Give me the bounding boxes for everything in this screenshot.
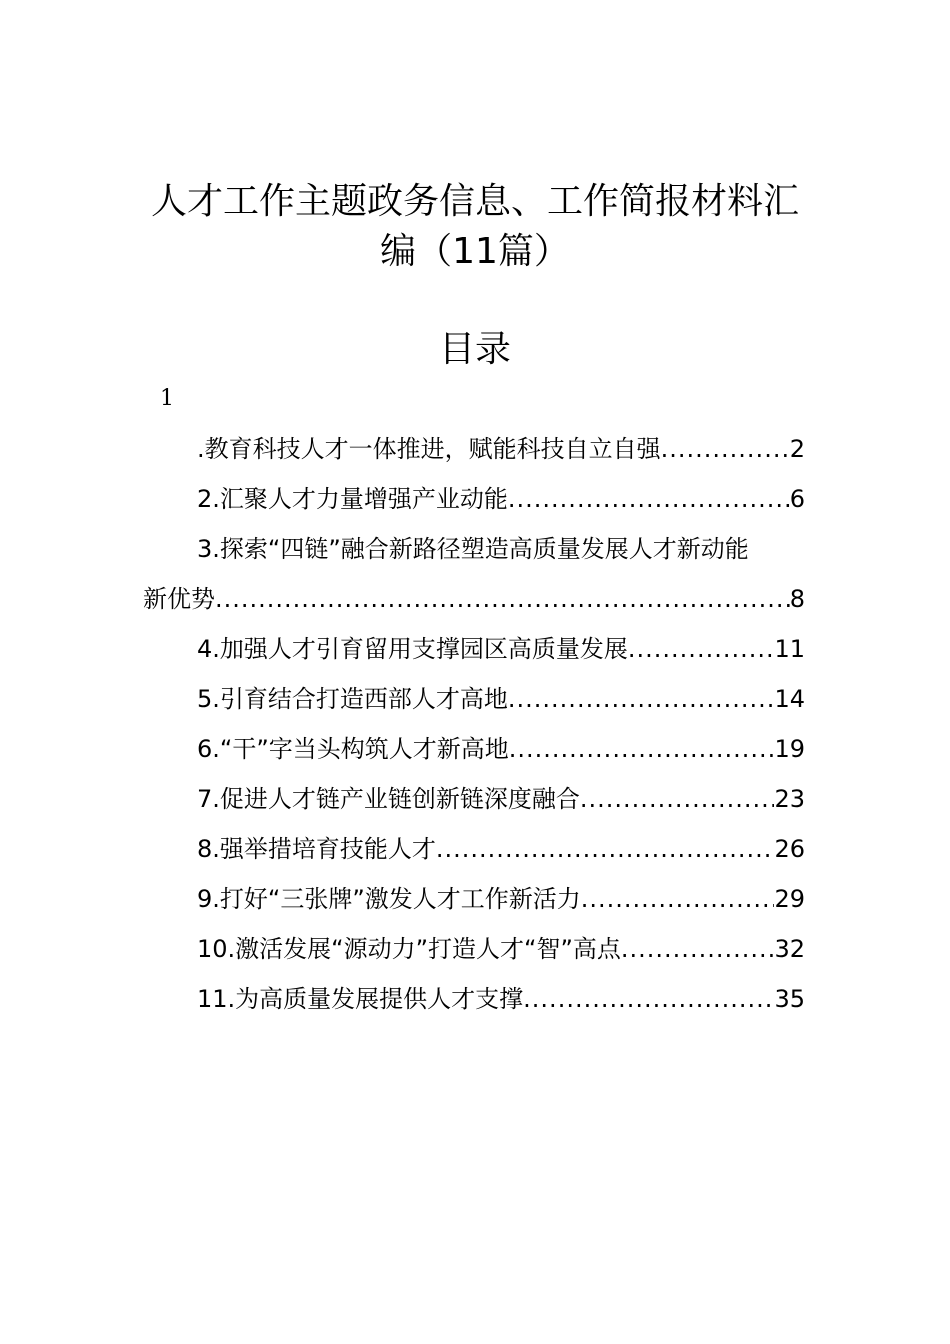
toc-entry-title: 8.强举措培育技能人才 [197,835,436,863]
toc-entry-page: 19 [774,735,805,763]
table-of-contents [143,424,805,1024]
toc-entry-page: 11 [774,635,805,663]
toc-leader-dots [215,574,790,624]
toc-entry-title: 10.激活发展“源动力”打造人才“智”高点 [197,935,621,963]
toc-entry-page: 23 [774,785,805,813]
toc-entry-7[interactable] [143,774,805,824]
toc-entry-title: 5.引育结合打造西部人才高地 [197,685,508,713]
toc-entry-8[interactable] [143,824,805,874]
toc-entry-title: 11.为高质量发展提供人才支撑 [197,985,524,1013]
toc-leader-dots [508,474,790,524]
toc-leader-dots [628,624,775,674]
toc-entry-page: 32 [774,935,805,963]
toc-leader-dots [661,424,790,474]
document-title-line-1: 人才工作主题政务信息、工作简报材料汇 [150,181,799,222]
toc-entry-title: 4.加强人才引育留用支撑园区高质量发展 [197,635,628,663]
document-title-line-2: 编（11篇） [380,231,570,272]
toc-entry-11[interactable] [143,974,805,1024]
toc-entry-3-continuation[interactable] [143,574,805,624]
toc-leader-dots [581,874,775,924]
toc-entry-4[interactable] [143,624,805,674]
toc-heading: 目录 [438,329,511,370]
toc-entry-title: 6.“干”字当头构筑人才新高地 [197,735,509,763]
toc-entry-2[interactable] [143,474,805,524]
list-marker: 1 [160,386,174,411]
toc-leader-dots [508,674,775,724]
toc-entry-page: 35 [774,985,805,1013]
toc-entry-title-continuation: 新优势 [143,585,215,613]
toc-leader-dots [621,924,775,974]
toc-entry-page: 26 [774,835,805,863]
toc-entry-10[interactable] [143,924,805,974]
toc-entry-title: 2.汇聚人才力量增强产业动能 [197,485,508,513]
toc-entry-page: 6 [789,485,805,513]
toc-entry-title: .教育科技人才一体推进，赋能科技自立自强 [197,435,661,463]
toc-leader-dots [509,724,775,774]
toc-entry-6[interactable] [143,724,805,774]
toc-entry-1[interactable] [143,424,805,474]
toc-entry-9[interactable] [143,874,805,924]
toc-entry-page: 2 [789,435,805,463]
toc-leader-dots [436,824,775,874]
toc-entry-page: 14 [774,685,805,713]
toc-entry-3[interactable] [143,524,805,574]
toc-leader-dots [580,774,775,824]
toc-entry-title: 7.促进人才链产业链创新链深度融合 [197,785,580,813]
toc-entry-page: 29 [774,885,805,913]
toc-entry-page: 8 [789,585,805,613]
toc-entry-5[interactable] [143,674,805,724]
toc-leader-dots [523,974,774,1024]
toc-entry-title: 9.打好“三张牌”激发人才工作新活力 [197,885,581,913]
toc-entry-title: 3.探索“四链”融合新路径塑造高质量发展人才新动能 [197,535,749,563]
